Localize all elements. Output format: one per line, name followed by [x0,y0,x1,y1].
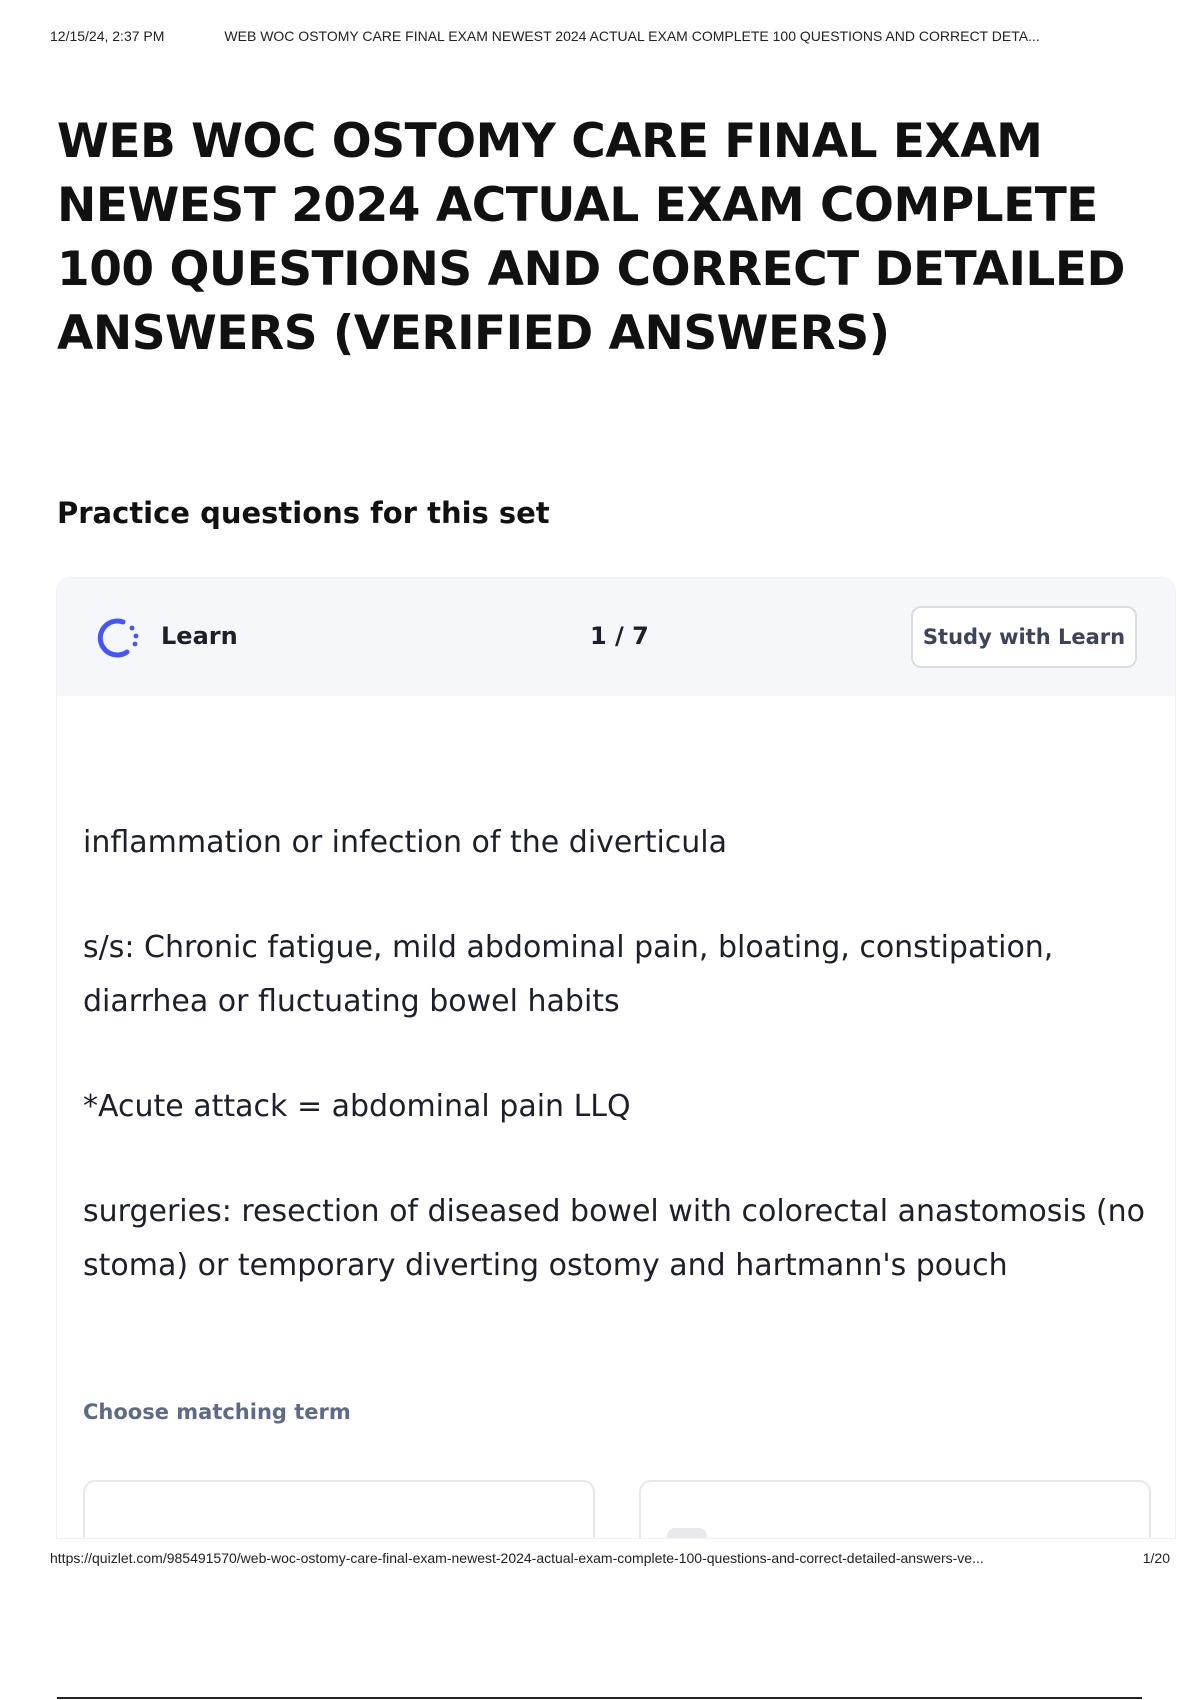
answer-option[interactable] [639,1480,1151,1538]
definition-line: inflammation or infection of the diverticula [83,825,728,860]
definition-line: s/s: Chronic fatigue, mild abdominal pain, bloating, constipation, diarrhea or fluctuating bowel habits [83,930,1054,1019]
divider [57,1697,1142,1699]
study-with-learn-button[interactable]: Study with Learn [911,606,1137,668]
mode-label: Learn [161,622,238,650]
print-url: https://quizlet.com/985491570/web-woc-ostomy-care-final-exam-newest-2024-actual-exam-complete-100-questions-and-correct-detailed-answers-ve... [50,1550,984,1566]
print-footer [50,1550,1170,1566]
card-header [57,578,1175,696]
print-header [50,28,1170,44]
choose-term-prompt: Choose matching term [83,1400,351,1424]
loading-placeholder [667,1528,707,1538]
section-title: Practice questions for this set [57,496,550,530]
definition-line: *Acute attack = abdominal pain LLQ [83,1089,631,1124]
progress-counter: 1 / 7 [590,622,649,650]
definition-text [83,816,1163,1344]
learn-icon [97,616,141,660]
definition-line: surgeries: resection of diseased bowel with colorectal anastomosis (no stoma) or temporary diverting ostomy and hartmann's pouch [83,1194,1145,1283]
print-datetime: 12/15/24, 2:37 PM [50,28,165,44]
practice-card [57,578,1175,1538]
answer-option[interactable] [83,1480,595,1538]
print-doc-title: WEB WOC OSTOMY CARE FINAL EXAM NEWEST 2024 ACTUAL EXAM COMPLETE 100 QUESTIONS AND CORRECT DETA... [224,28,1040,44]
page-title: WEB WOC OSTOMY CARE FINAL EXAM NEWEST 2024 ACTUAL EXAM COMPLETE 100 QUESTIONS AND CORRECT DETAILED ANSWERS (VERIFIED ANSWERS) [57,114,1125,361]
page-number: 1/20 [1142,1550,1170,1566]
